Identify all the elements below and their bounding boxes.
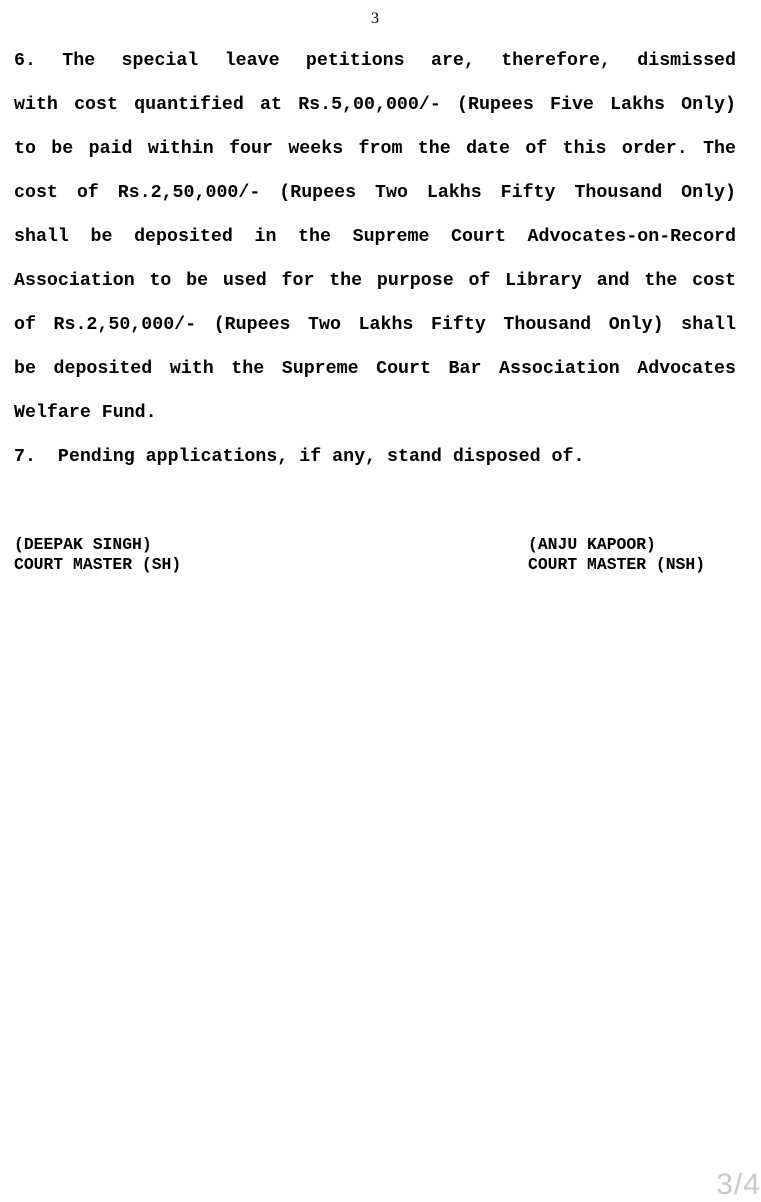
order-body (14, 46, 736, 486)
paragraph-6-line-5: shall be deposited in the Supreme Court Advocates-on-Record (14, 227, 736, 247)
signatory-title-right: COURT MASTER (NSH) (528, 555, 706, 574)
page-indicator: 3/4 (716, 1168, 761, 1201)
paragraph-6-line-3: to be paid within four weeks from the date of this order. The (14, 139, 736, 159)
paragraph-6-line-1: 6. The special leave petitions are, therefore, dismissed (14, 51, 736, 71)
signature-right (528, 535, 705, 575)
signatory-title-left: COURT MASTER (SH) (14, 555, 182, 574)
signature-left (14, 535, 181, 575)
paragraph-7: 7. Pending applications, if any, stand disposed of. (14, 447, 585, 467)
page-number: 3 (371, 10, 379, 27)
paragraph-6-line-7: of Rs.2,50,000/- (Rupees Two Lakhs Fifty Thousand Only) shall (14, 315, 736, 335)
paragraph-6-line-4: cost of Rs.2,50,000/- (Rupees Two Lakhs Fifty Thousand Only) (14, 183, 736, 203)
signatory-name-right: (ANJU KAPOOR) (528, 535, 656, 554)
paragraph-6-line-8: be deposited with the Supreme Court Bar Association Advocates (14, 359, 736, 379)
signatory-name-left: (DEEPAK SINGH) (14, 535, 152, 554)
paragraph-6-line-9: Welfare Fund. (14, 403, 157, 423)
paragraph-6-line-2: with cost quantified at Rs.5,00,000/- (Rupees Five Lakhs Only) (14, 95, 736, 115)
paragraph-6-line-6: Association to be used for the purpose of Library and the cost (14, 271, 736, 291)
